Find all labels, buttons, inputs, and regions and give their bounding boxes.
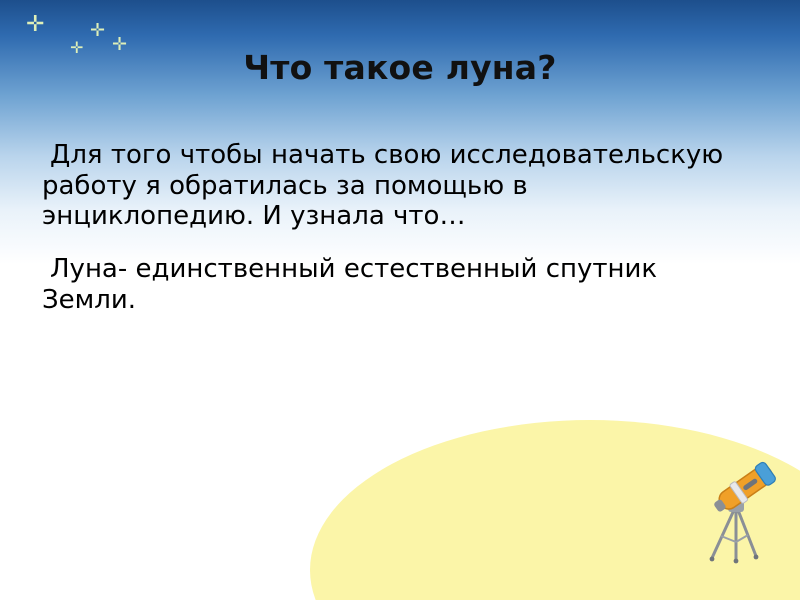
star-icon: ✛ [112, 34, 128, 55]
star-icon: ✛ [70, 38, 84, 57]
body-paragraph: Луна- единственный естественный спутник Земли. [42, 254, 658, 315]
star-icon: ✛ [90, 20, 106, 41]
slide-title: Что такое луна? [243, 48, 557, 87]
slide-body [42, 140, 742, 315]
star-icon: ✛ [26, 12, 45, 37]
body-paragraph: Для того чтобы начать свою исследовательскую работу я обратилась за помощью в энциклопедию. И узнала что… [42, 140, 724, 232]
telescope-illustration [690, 452, 800, 567]
